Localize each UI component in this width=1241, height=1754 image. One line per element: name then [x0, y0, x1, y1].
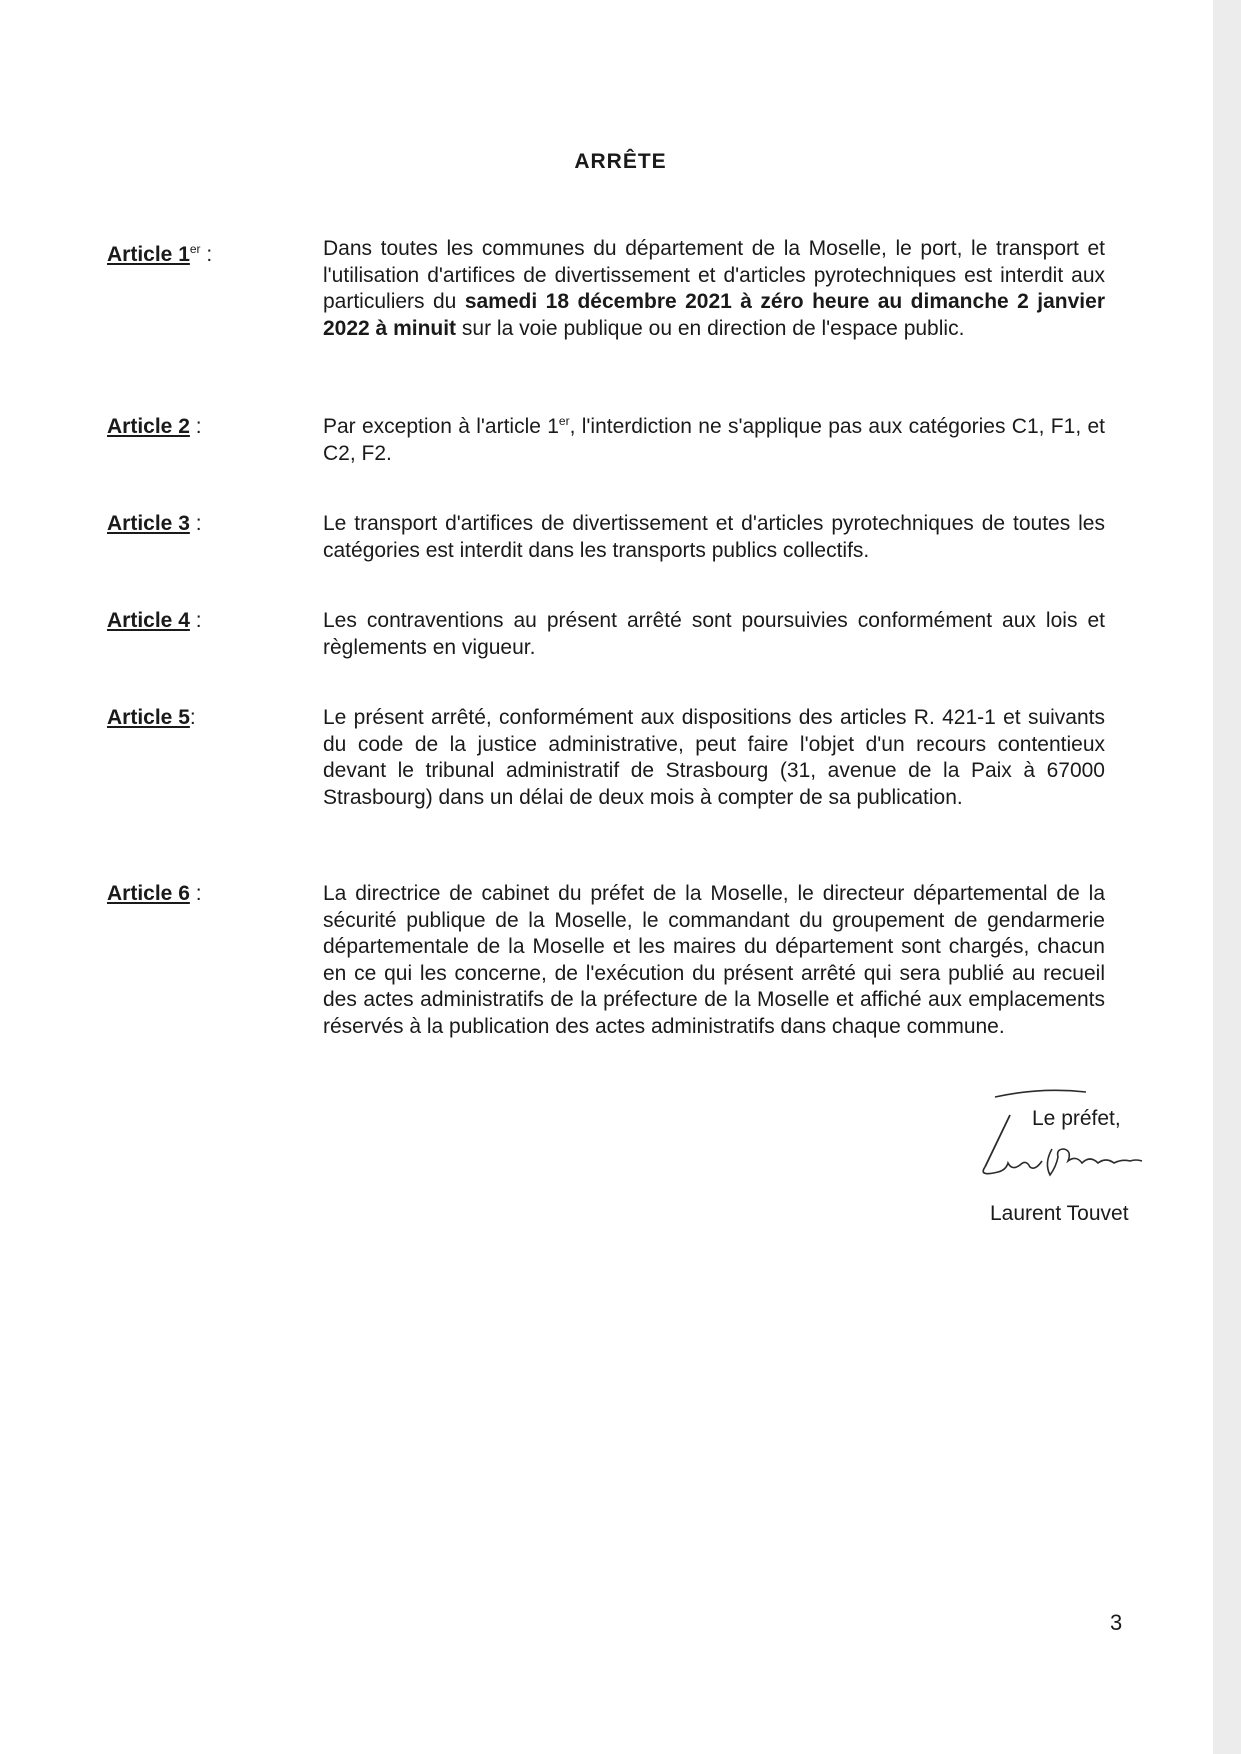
article-label: Article 3 : — [107, 512, 202, 535]
article-body: La directrice de cabinet du préfet de la Moselle, le directeur départemental de la sécurité publique de la Moselle, le commandant du groupement de gendarmerie départementale de la Moselle et les maires du département sont chargés, chacun en ce qui les concerne, de l'exécution du présent arrêté qui sera publié au recueil des actes administratifs de la préfecture de la Moselle et affiché aux emplacements réservés à la publication des actes administratifs dans chaque commune. — [323, 882, 1105, 1038]
article-body: Les contraventions au présent arrêté sont poursuivies conformément aux lois et règlements en vigueur. — [323, 609, 1105, 659]
signature-block — [940, 1075, 1160, 1235]
article-body: Le présent arrêté, conformément aux dispositions des articles R. 421-1 et suivants du code de la justice administrative, peut faire l'objet d'un recours contentieux devant le tribunal administratif de Strasbourg (31, avenue de la Paix à 67000 Strasbourg) dans un délai de deux mois à compter de sa publication. — [323, 706, 1105, 809]
article-label: Article 6 : — [107, 882, 202, 905]
article-label: Article 5: — [107, 706, 196, 729]
page-number: 3 — [1110, 1610, 1123, 1635]
article-body: Par exception à l'article 1er, l'interdiction ne s'applique pas aux catégories C1, F1, et C2, F2. — [323, 414, 1105, 465]
article-label: Article 2 : — [107, 415, 202, 438]
article-label: Article 4 : — [107, 609, 202, 632]
document-title: ARRÊTE — [574, 150, 667, 173]
handwritten-signature — [940, 1075, 1160, 1195]
article-body: Le transport d'artifices de divertissement et d'articles pyrotechniques de toutes les catégories est interdit dans les transports publics collectifs. — [323, 512, 1105, 562]
scan-edge — [1213, 0, 1241, 1754]
article-label: Article 1er : — [107, 242, 213, 266]
signatory-name: Laurent Touvet — [990, 1202, 1129, 1225]
signatory-role: Le préfet, — [1032, 1107, 1121, 1130]
article-body: Dans toutes les communes du département de la Moselle, le port, le transport et l'utilisation d'artifices de divertissement et d'articles pyrotechniques est interdit aux particuliers du samedi 18 décembre 2021 à zéro heure au dimanche 2 janvier 2022 à minuit sur la voie publique ou en direction de l'espace public. — [323, 237, 1105, 340]
